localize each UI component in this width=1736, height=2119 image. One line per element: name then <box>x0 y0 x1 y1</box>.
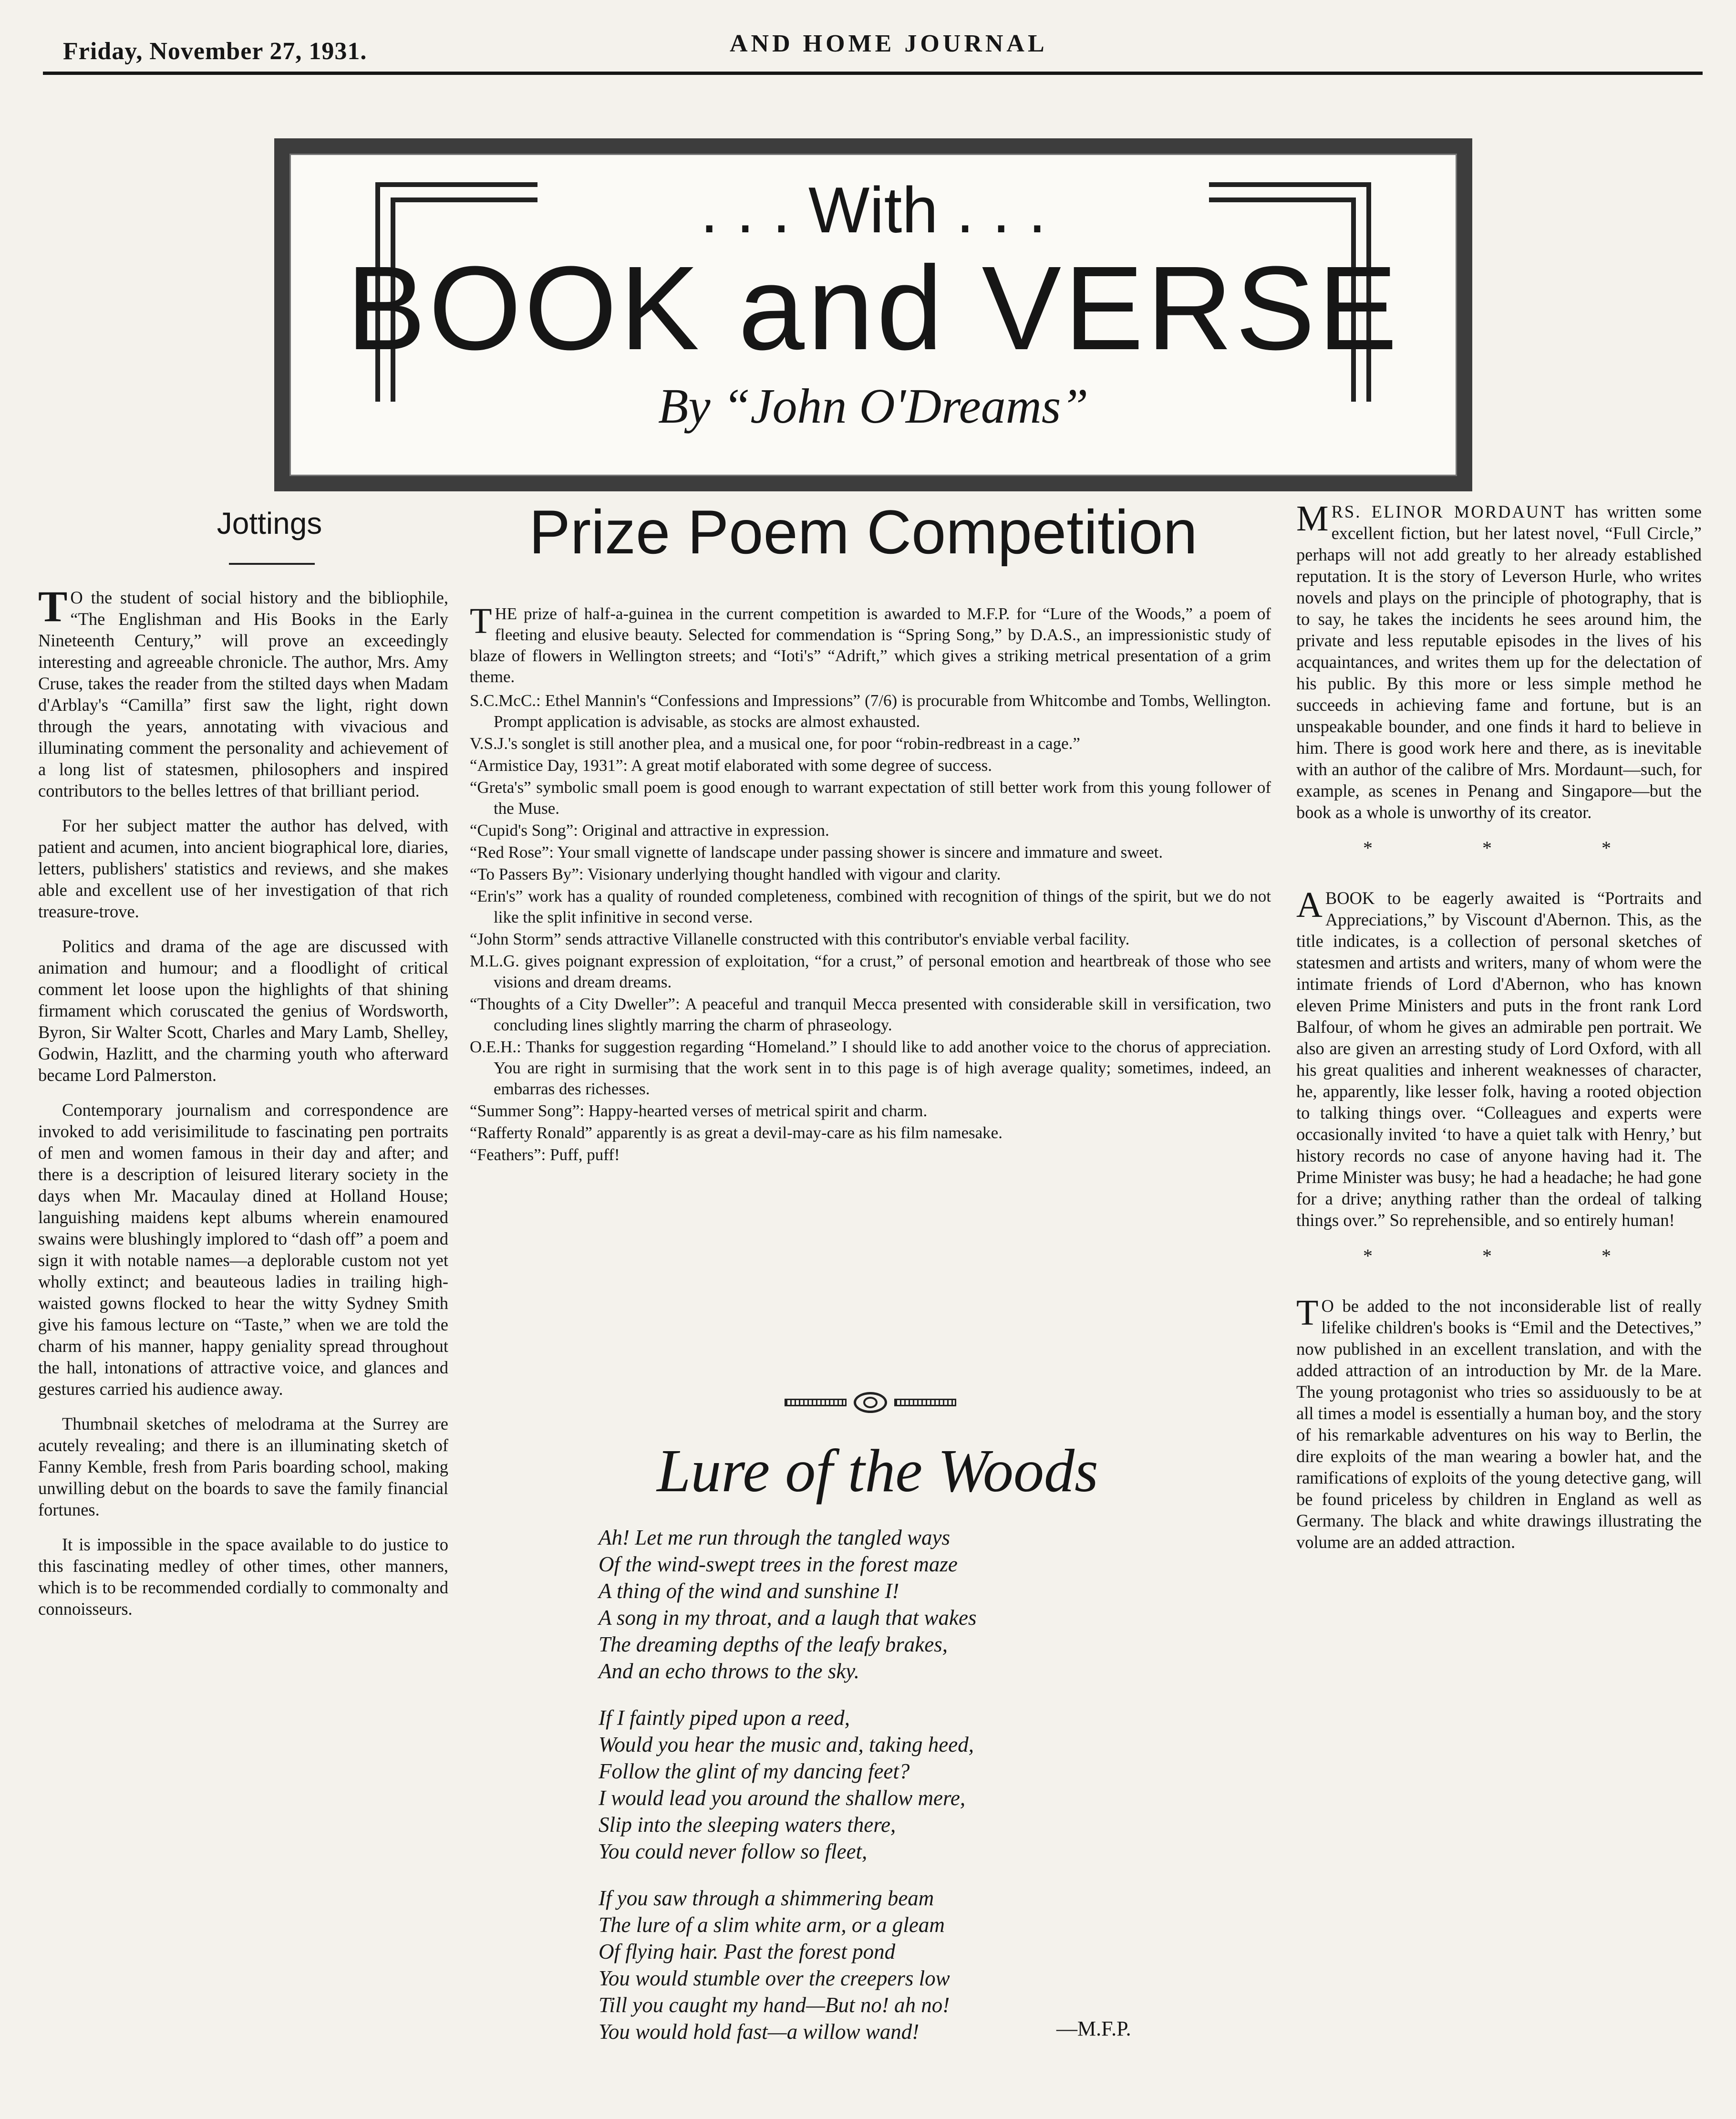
jottings-paragraph-4: Contemporary journalism and correspondence are invoked to add verisimilitude to fascinating pen portraits of men and women famous in their day and after; and there is a description of leisured literary society in the days when Mr. Macaulay dined at Holland House; languishing maidens kept albums wherein enamoured swains were blushingly implored to “dash off” a poem and sign it with notable names—a deplorable custom not yet wholly extinct; and beauteous ladies in trailing high-waisted gowns flocked to hear the witty Sydney Smith give his famous lecture on “Taste,” when we are told the charm of his manner, happy geniality spread throughout the hall, intonations of attractive voice, and glances and gestures carried his audience away. <box>38 1100 448 1399</box>
banner-title: BOOK and VERSE <box>346 241 1400 374</box>
poem-line: If you saw through a shimmering beam <box>599 1886 934 1910</box>
banner-with: . . . With . . . <box>700 174 1046 246</box>
masthead: AND HOME JOURNAL <box>730 30 1048 57</box>
ornament-bar-left <box>785 1399 847 1406</box>
prize-entry: “John Storm” sends attractive Villanelle constructed with this contributor's enviable verbal facility. <box>470 930 1130 948</box>
poem-line: A song in my throat, and a laugh that wakes <box>599 1606 977 1630</box>
ornament-knot-inner <box>863 1397 878 1408</box>
prize-entry: “Greta's” symbolic small poem is good enough to warrant expectation of still better work from this young follower of the Muse. <box>470 778 1271 818</box>
poem-line: Till you caught my hand—But no! ah no! <box>599 1993 950 2017</box>
prize-entry: M.L.G. gives poignant expression of exploitation, “for a crust,” of personal emotion and heartbreak of those who see visions and dream dreams. <box>470 952 1271 991</box>
poem-line: The dreaming depths of the leafy brakes, <box>599 1632 948 1656</box>
jottings-paragraph-6: It is impossible in the space available to do justice to this fascinating medley of other times, other manners, which is to be recommended cordially to commonalty and connoisseurs. <box>38 1535 448 1619</box>
ornament-bar-right <box>894 1399 956 1406</box>
section-stars: * * * <box>1363 837 1664 859</box>
poem-line: Follow the glint of my dancing feet? <box>599 1759 910 1783</box>
jottings-p1-text: O the student of social history and the bibliophile, “The Englishman and His Books in the Early Nineteenth Century,” will prove an exceedingly interesting and agreeable chronicle. The author, Mrs. Amy Cruse, takes the reader from the stilted days when Madam d'Arblay's “Camilla” first saw the light, right down through the years, annotating with vivacious and illuminating comment the personality and achievement of a long list of statesmen, philosophers and inspired contributors to the belles lettres of that brilliant period. <box>38 588 448 800</box>
poem-line: Slip into the sleeping waters there, <box>599 1813 896 1837</box>
jottings-paragraph-2: For her subject matter the author has delved, with patient and acumen, into ancient biographical lore, diaries, letters, publishers' statistics and reviews, and she makes able and excellent use of her investigation of that rich treasure-trove. <box>38 816 448 921</box>
prize-entry: “To Passers By”: Visionary underlying thought handled with vigour and clarity. <box>470 865 1001 883</box>
poem-stanza <box>599 1704 1219 1865</box>
poem-line: If I faintly piped upon a reed, <box>599 1706 850 1730</box>
poem-line: Of the wind-swept trees in the forest maze <box>599 1552 958 1576</box>
poem-line: A thing of the wind and sunshine I! <box>599 1579 899 1603</box>
poem-line: The lure of a slim white arm, or a gleam <box>599 1913 945 1937</box>
prize-entry: “Cupid's Song”: Original and attractive in expression. <box>470 821 829 840</box>
jottings-paragraph-5: Thumbnail sketches of melodrama at the Surrey are acutely revealing; and there is an illuminating sketch of Fanny Kemble, fresh from Paris boarding school, making unwilling debut on the boards to save the family financial fortunes. <box>38 1414 448 1519</box>
prize-entry: V.S.J.'s songlet is still another plea, and a musical one, for poor “robin-redbreast in a cage.” <box>470 734 1080 753</box>
review-mordaunt <box>1296 501 1702 823</box>
poem-body <box>599 1524 1219 2065</box>
jottings-column <box>38 582 448 1633</box>
jottings-title: Jottings <box>217 506 322 540</box>
prize-lead-text: HE prize of half-a-guinea in the current competition is awarded to M.F.P. for “Lure of the Woods,” a poem of fleeting and elusive beauty. Selected for commendation is “Spring Song,” by D.A.S., an impressionistic study of blaze of flowers in Wellington streets; and “Ioti's” “Adrift,” which gives a striking metrical presentation of a grim theme. <box>470 604 1271 686</box>
review-emil-text: O be added to the not inconsiderable list of really lifelike children's books is “Emil and the Detectives,” now published in an excellent translation, and with the added attraction of an introduction by Mr. de la Mare. The young protagonist who tries so assiduously to be at all times a model is essentially a human boy, and the story of his remarkable adventures on his way to Berlin, the dire exploits of the man wearing a bowler hat, and the ramifications of exploits of the young detective gang, will be found priceless by children in England as well as Germany. The black and white drawings illustrating the volume are an added attraction. <box>1296 1296 1702 1552</box>
poem-line: You could never follow so fleet, <box>599 1839 868 1863</box>
jottings-paragraph-3: Politics and drama of the age are discussed with animation and humour; and a floodlight of critical comment let loose upon the highlights of that shining firmament which coruscated the genius of Wordsworth, Byron, Sir Walter Scott, Charles and Mary Lamb, Shelley, Godwin, Hazlitt, and the charming youth who afterward became Lord Palmerston. <box>38 936 448 1085</box>
review-emil <box>1296 1295 1702 1553</box>
prize-entry: “Rafferty Ronald” apparently is as great a devil-may-care as his film namesake. <box>470 1123 1002 1142</box>
prize-title: Prize Poem Competition <box>529 497 1198 567</box>
poem-line: You would hold fast—a willow wand! <box>599 2020 920 2044</box>
review-mordaunt-text: has written some excellent fiction, but her latest novel, “Full Circle,” perhaps will not add greatly to her already established reputation. It is the story of Leverson Hurle, who writes novels and plays on the principle of photography, that is to say, he takes the incidents he sees around him, the private and less reputable episodes in the lives of his acquaintances, and writes them up for the delectation of his public. By this more or less simple method he succeeds in achieving fame and fortune, but is an unspeakable bounder, and one finds it hard to believe in him. There is good work here and there, as is inevitable with an author of the calibre of Mrs. Mordaunt—such, for example, as scenes in Penang and Singapore—but the book as a whole is unworthy of its creator. <box>1296 502 1702 822</box>
prize-lead <box>470 603 1271 687</box>
prize-entry: “Red Rose”: Your small vignette of landscape under passing shower is sincere and immature and sweet. <box>470 843 1163 862</box>
drop-cap: M <box>1296 499 1329 539</box>
poem-line: I would lead you around the shallow mere, <box>599 1786 966 1810</box>
jottings-paragraph-1 <box>38 582 448 801</box>
poem-line: Ah! Let me run through the tangled ways <box>599 1526 951 1549</box>
column-banner <box>274 138 1472 491</box>
poem-line: Would you hear the music and, taking heed, <box>599 1733 974 1756</box>
review-dabernon <box>1296 887 1702 1231</box>
prize-entry: “Erin's” work has a quality of rounded completeness, combined with recognition of things of the spirit, but we do not like the split infinitive in second verse. <box>470 887 1271 926</box>
prize-entry: “Armistice Day, 1931”: A great motif elaborated with some degree of success. <box>470 756 992 775</box>
header-rule <box>43 72 1703 75</box>
prize-entry: “Thoughts of a City Dweller”: A peaceful and tranquil Mecca presented with considerable skill in versification, two concluding lines slightly marring the charm of phraseology. <box>470 995 1271 1034</box>
poem-title: Lure of the Woods <box>657 1437 1098 1505</box>
drop-cap: A <box>1296 885 1323 925</box>
issue-date: Friday, November 27, 1931. <box>63 38 367 65</box>
poem-line: You would stumble over the creepers low <box>599 1966 950 1990</box>
jottings-rule <box>229 563 315 565</box>
review-lead-caps: RS. ELINOR MORDAUNT <box>1331 502 1566 521</box>
poem-line: And an echo throws to the sky. <box>599 1659 860 1683</box>
reviews-column <box>1296 501 1702 1566</box>
drop-cap: T <box>470 601 492 641</box>
page-header <box>43 28 1703 80</box>
drop-cap: T <box>38 582 68 631</box>
prize-entry: “Feathers”: Puff, puff! <box>470 1145 620 1164</box>
poem-line: Of flying hair. Past the forest pond <box>599 1940 896 1963</box>
review-dabernon-text: BOOK to be eagerly awaited is “Portraits and Appreciations,” by Viscount d'Abernon. This, as the title indicates, is a collection of personal sketches of statesmen and artists and writers, many of whom were the intimate friends of Lord d'Abernon, who has known eleven Prime Ministers and puts in the front rank Lord Balfour, of whom he gives an admirable pen portrait. We also are given an arresting study of Lord Oxford, with all his great qualities and inherent weaknesses of character, he, apparently, like lesser folk, having a rooted objection to talking things over. “Colleagues and experts were occasionally invited ‘to have a quiet talk with Henry,’ but history records no case of anyone having had it. The Prime Minister was busy; he had a headache; he had gone for a drive; anything rather than the ordeal of talking things over.” So reprehensible, and so entirely human! <box>1296 888 1702 1230</box>
prize-entry: O.E.H.: Thanks for suggestion regarding “Homeland.” I should like to add another voice to the chorus of appreciation. You are right in surmising that the work sent in to this page is of high average quality; sometimes, indeed, an embarras des richesses. <box>470 1038 1271 1098</box>
poem-stanza <box>599 1524 1219 1684</box>
ornament-divider <box>785 1392 956 1413</box>
prize-entry: “Summer Song”: Happy-hearted verses of metrical spirit and charm. <box>470 1101 928 1120</box>
prize-entry: S.C.McC.: Ethel Mannin's “Confessions and Impressions” (7/6) is procurable from Whitcombe and Tombs, Wellington. Prompt application is advisable, as stocks are almost exhausted. <box>470 691 1271 731</box>
banner-byline: By “John O'Dreams” <box>658 379 1089 434</box>
drop-cap: T <box>1296 1293 1319 1333</box>
poem-signature: —M.F.P. <box>1056 2017 1131 2040</box>
prize-column <box>470 603 1271 1166</box>
section-stars: * * * <box>1363 1245 1664 1267</box>
